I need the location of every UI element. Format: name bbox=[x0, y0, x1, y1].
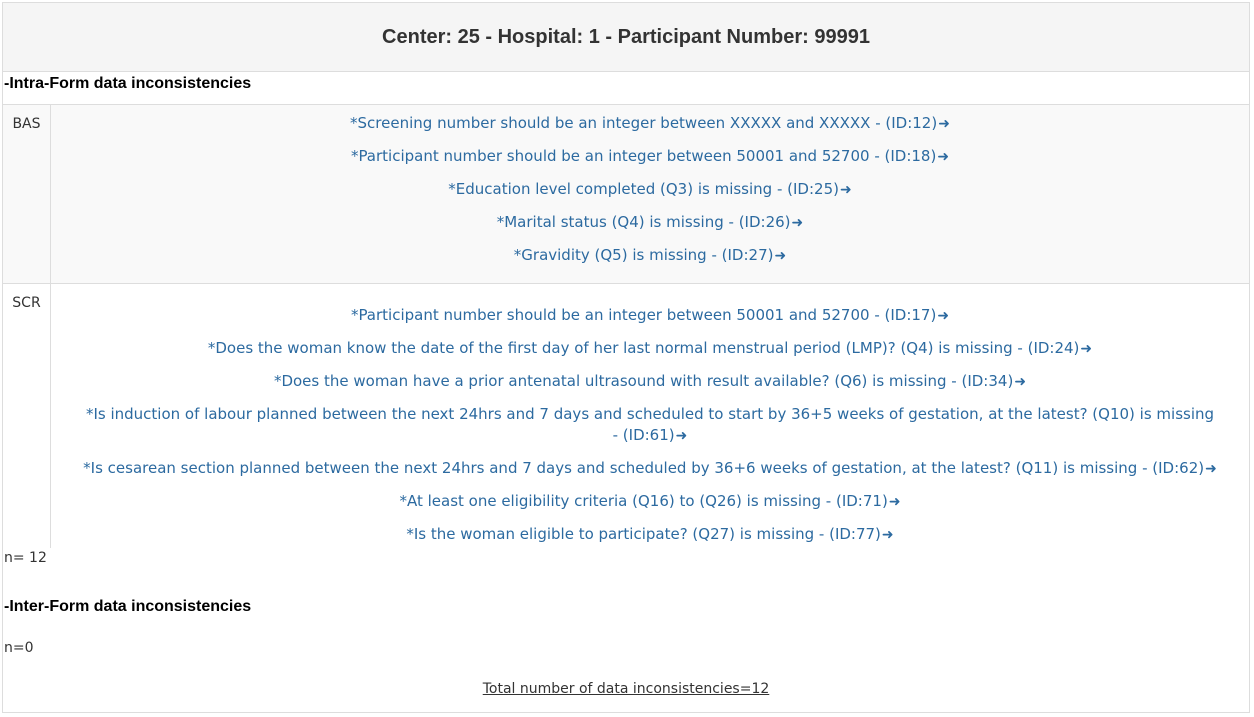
sign-in-icon[interactable]: ➜ bbox=[1014, 374, 1027, 390]
inconsistency-link[interactable] bbox=[81, 338, 1219, 360]
sign-in-icon[interactable]: ➜ bbox=[774, 248, 787, 264]
inconsistency-text[interactable]: *Participant number should be an integer between 50001 and 52700 - (ID:17) bbox=[350, 306, 937, 324]
inconsistency-link[interactable] bbox=[81, 491, 1219, 513]
inter-form-section-title: -Inter-Form data inconsistencies bbox=[4, 598, 252, 615]
intra-form-count: n= 12 bbox=[4, 550, 47, 566]
form-row-scr bbox=[3, 283, 1249, 548]
inconsistency-text[interactable]: *Is cesarean section planned between the next 24hrs and 7 days and scheduled by 36+6 weeks of gestation, at the latest? (Q11) is missing - (ID:62) bbox=[83, 459, 1205, 477]
form-label: BAS bbox=[3, 105, 51, 283]
sign-in-icon[interactable]: ➜ bbox=[839, 182, 852, 198]
inconsistency-text[interactable]: *Is induction of labour planned between the next 24hrs and 7 days and scheduled to start by 36+5 weeks of gestation, at the latest? (Q10) is missing - (ID:61) bbox=[85, 405, 1215, 444]
inconsistency-link[interactable] bbox=[81, 404, 1219, 447]
sign-in-icon[interactable]: ➜ bbox=[888, 494, 901, 510]
total-inconsistencies: Total number of data inconsistencies=12 bbox=[482, 681, 770, 697]
inconsistency-text[interactable]: *Education level completed (Q3) is missing - (ID:25) bbox=[448, 180, 839, 198]
intra-form-table bbox=[3, 104, 1249, 548]
form-row-bas bbox=[3, 104, 1249, 283]
inconsistency-text[interactable]: *Participant number should be an integer between 50001 and 52700 - (ID:18) bbox=[350, 147, 937, 165]
inter-form-count: n=0 bbox=[4, 640, 34, 656]
inconsistency-link[interactable] bbox=[81, 305, 1219, 327]
sign-in-icon[interactable]: ➜ bbox=[1080, 341, 1093, 357]
inconsistency-link[interactable] bbox=[81, 113, 1219, 135]
intra-form-section-title: -Intra-Form data inconsistencies bbox=[4, 75, 252, 92]
inconsistency-text[interactable]: *Screening number should be an integer between XXXXX and XXXXX - (ID:12) bbox=[350, 114, 938, 132]
inconsistency-link[interactable] bbox=[81, 371, 1219, 393]
inconsistency-text[interactable]: *Marital status (Q4) is missing - (ID:26) bbox=[496, 213, 791, 231]
inconsistency-link[interactable] bbox=[81, 524, 1219, 546]
inconsistency-text[interactable]: *Does the woman have a prior antenatal ultrasound with result available? (Q6) is missing - (ID:34) bbox=[273, 372, 1014, 390]
form-items bbox=[51, 105, 1249, 283]
inconsistency-link[interactable] bbox=[81, 212, 1219, 234]
form-items bbox=[51, 284, 1249, 548]
sign-in-icon[interactable]: ➜ bbox=[937, 149, 950, 165]
sign-in-icon[interactable]: ➜ bbox=[881, 527, 894, 543]
sign-in-icon[interactable]: ➜ bbox=[791, 215, 804, 231]
sign-in-icon[interactable]: ➜ bbox=[675, 428, 688, 444]
sign-in-icon[interactable]: ➜ bbox=[1205, 461, 1217, 477]
sign-in-icon[interactable]: ➜ bbox=[938, 116, 950, 132]
inconsistency-link[interactable] bbox=[81, 146, 1219, 168]
panel-header bbox=[3, 3, 1249, 72]
page-title: Center: 25 - Hospital: 1 - Participant Number: 99991 bbox=[382, 25, 870, 48]
inconsistency-link[interactable] bbox=[81, 458, 1219, 480]
inconsistency-text[interactable]: *At least one eligibility criteria (Q16) to (Q26) is missing - (ID:71) bbox=[399, 492, 888, 510]
form-label: SCR bbox=[3, 284, 51, 548]
inconsistency-link[interactable] bbox=[81, 179, 1219, 201]
inconsistency-link[interactable] bbox=[81, 245, 1219, 267]
inconsistency-panel bbox=[2, 2, 1250, 713]
inconsistency-text[interactable]: *Is the woman eligible to participate? (Q27) is missing - (ID:77) bbox=[406, 525, 881, 543]
sign-in-icon[interactable]: ➜ bbox=[937, 308, 950, 324]
inconsistency-text[interactable]: *Gravidity (Q5) is missing - (ID:27) bbox=[513, 246, 774, 264]
inconsistency-text[interactable]: *Does the woman know the date of the first day of her last normal menstrual period (LMP)? (Q4) is missing - (ID:24) bbox=[207, 339, 1080, 357]
